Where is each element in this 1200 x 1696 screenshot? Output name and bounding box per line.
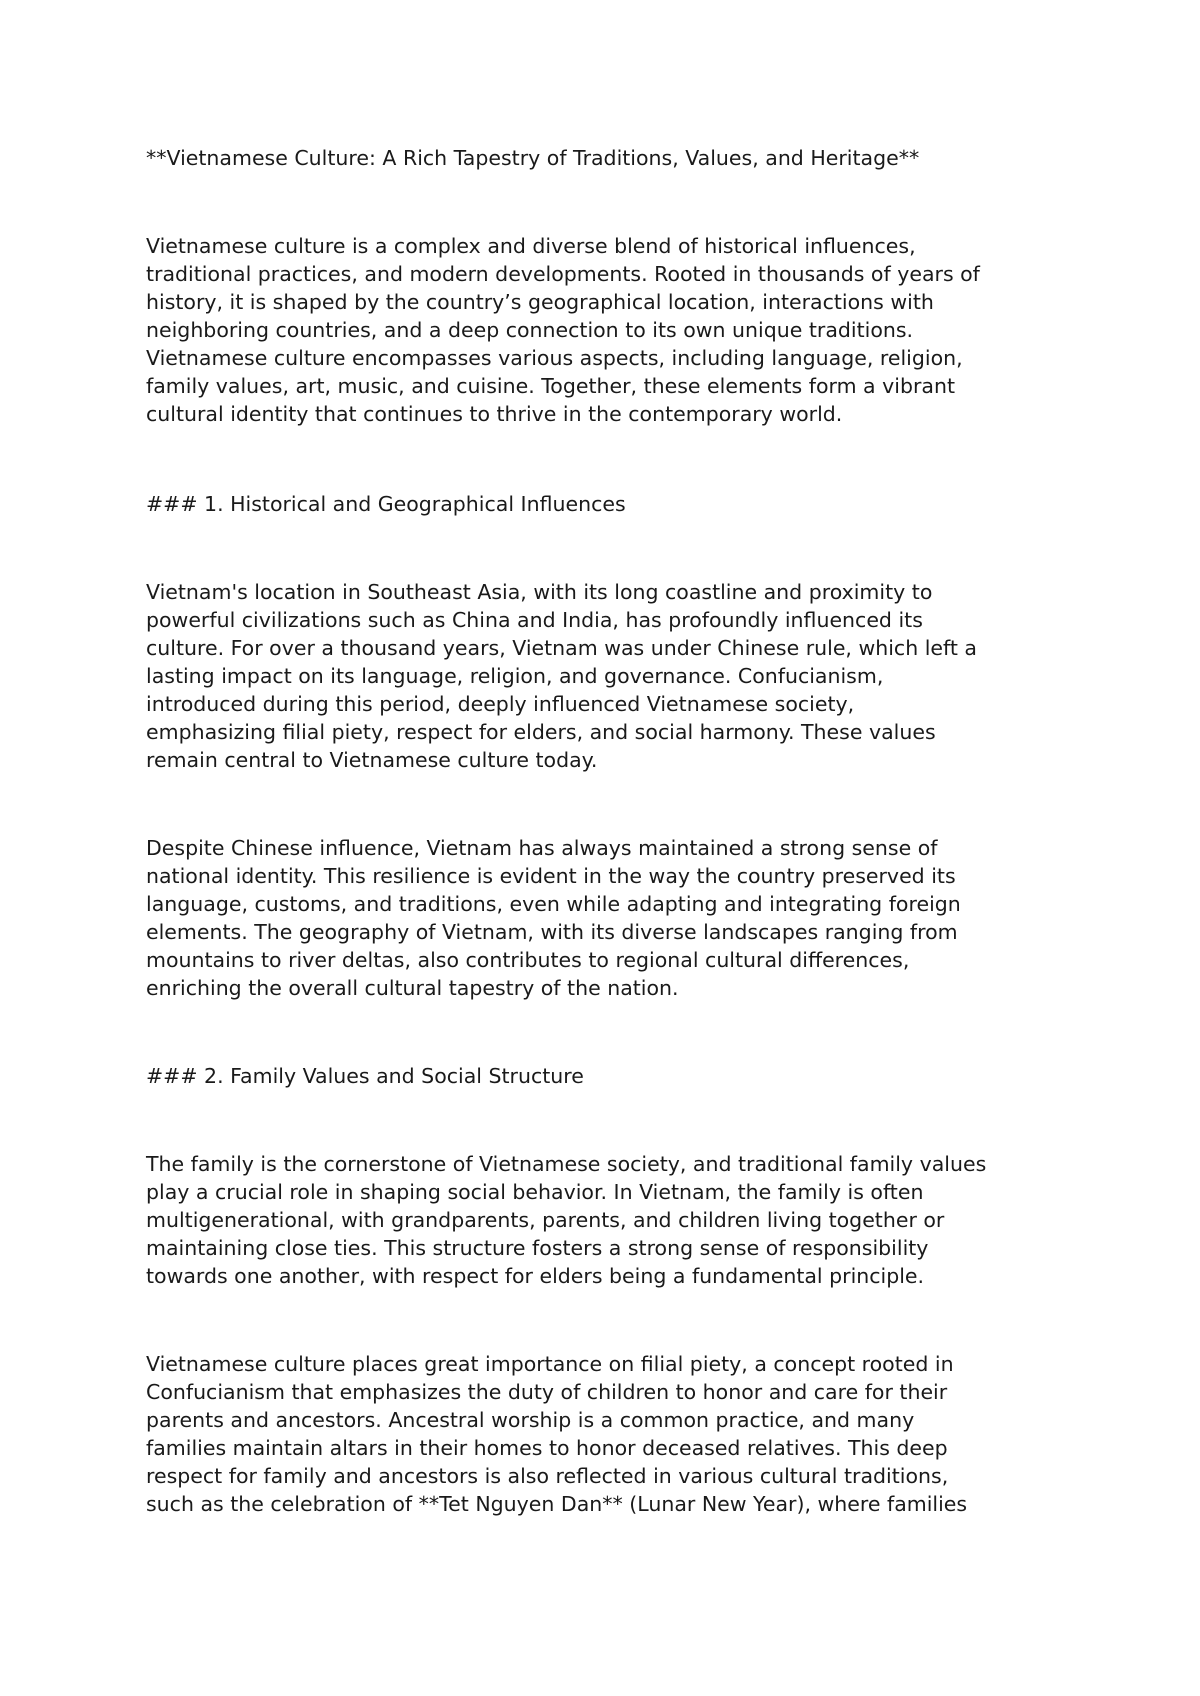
paragraph-line: lasting impact on its language, religion, and governance. Confucianism, bbox=[146, 664, 884, 688]
paragraph-line: maintaining close ties. This structure fosters a strong sense of responsibility bbox=[146, 1236, 929, 1260]
paragraph-line: Vietnam's location in Southeast Asia, with its long coastline and proximity to bbox=[146, 580, 933, 604]
paragraph-line: enriching the overall cultural tapestry of the nation. bbox=[146, 976, 679, 1000]
paragraph-line: respect for family and ancestors is also reflected in various cultural traditions, bbox=[146, 1464, 949, 1488]
paragraph-line: family values, art, music, and cuisine. Together, these elements form a vibrant bbox=[146, 374, 955, 398]
section-heading: ### 1. Historical and Geographical Influences bbox=[146, 492, 626, 516]
section-heading: ### 2. Family Values and Social Structure bbox=[146, 1064, 584, 1088]
paragraph-line: national identity. This resilience is evident in the way the country preserved its bbox=[146, 864, 956, 888]
paragraph-line: towards one another, with respect for elders being a fundamental principle. bbox=[146, 1264, 925, 1288]
paragraph-line: language, customs, and traditions, even while adapting and integrating foreign bbox=[146, 892, 961, 916]
paragraph-line: cultural identity that continues to thrive in the contemporary world. bbox=[146, 402, 843, 426]
paragraph-line: traditional practices, and modern developments. Rooted in thousands of years of bbox=[146, 262, 980, 286]
paragraph-line: multigenerational, with grandparents, parents, and children living together or bbox=[146, 1208, 945, 1232]
paragraph-line: such as the celebration of **Tet Nguyen Dan** (Lunar New Year), where families bbox=[146, 1492, 968, 1516]
paragraph-line: neighboring countries, and a deep connection to its own unique traditions. bbox=[146, 318, 914, 342]
paragraph-line: Despite Chinese influence, Vietnam has always maintained a strong sense of bbox=[146, 836, 938, 860]
paragraph-line: Vietnamese culture encompasses various aspects, including language, religion, bbox=[146, 346, 963, 370]
paragraph-line: Vietnamese culture places great importance on filial piety, a concept rooted in bbox=[146, 1352, 954, 1376]
paragraph-line: mountains to river deltas, also contributes to regional cultural differences, bbox=[146, 948, 910, 972]
paragraph-line: The family is the cornerstone of Vietnamese society, and traditional family values bbox=[146, 1152, 987, 1176]
paragraph-line: elements. The geography of Vietnam, with its diverse landscapes ranging from bbox=[146, 920, 958, 944]
paragraph-line: history, it is shaped by the country’s geographical location, interactions with bbox=[146, 290, 934, 314]
paragraph-line: powerful civilizations such as China and India, has profoundly influenced its bbox=[146, 608, 923, 632]
paragraph-line: introduced during this period, deeply influenced Vietnamese society, bbox=[146, 692, 855, 716]
paragraph-line: remain central to Vietnamese culture today. bbox=[146, 748, 598, 772]
paragraph-line: culture. For over a thousand years, Vietnam was under Chinese rule, which left a bbox=[146, 636, 977, 660]
paragraph-line: Vietnamese culture is a complex and diverse blend of historical influences, bbox=[146, 234, 916, 258]
paragraph-line: Confucianism that emphasizes the duty of children to honor and care for their bbox=[146, 1380, 948, 1404]
paragraph-line: parents and ancestors. Ancestral worship is a common practice, and many bbox=[146, 1408, 915, 1432]
paragraph-line: play a crucial role in shaping social behavior. In Vietnam, the family is often bbox=[146, 1180, 924, 1204]
paragraph-line: emphasizing filial piety, respect for elders, and social harmony. These values bbox=[146, 720, 936, 744]
paragraph-line: families maintain altars in their homes to honor deceased relatives. This deep bbox=[146, 1436, 948, 1460]
document-title: **Vietnamese Culture: A Rich Tapestry of Traditions, Values, and Heritage** bbox=[146, 146, 920, 170]
